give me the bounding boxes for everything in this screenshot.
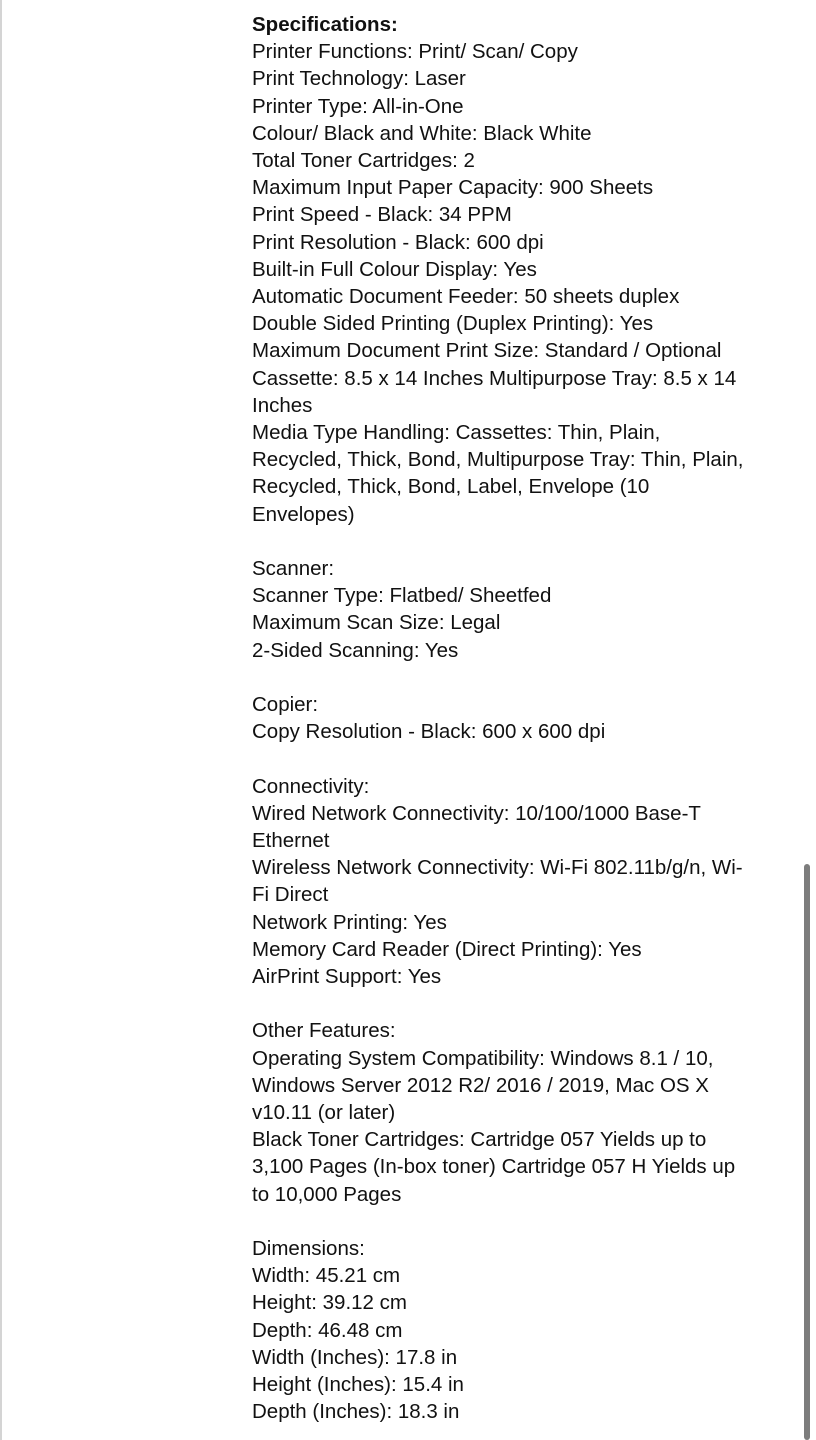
dimension-height-in: Height (Inches): 15.4 in: [252, 1373, 464, 1397]
connectivity-wireless: Wireless Network Connectivity: Wi-Fi 802.11b/g/n, Wi-Fi Direct: [252, 856, 743, 907]
spec-print-resolution: Print Resolution - Black: 600 dpi: [252, 230, 544, 254]
specifications-heading: Specifications:: [252, 13, 398, 36]
connectivity-wired: Wired Network Connectivity: 10/100/1000 Base-T Ethernet: [252, 801, 701, 853]
other-features-heading: Other Features:: [252, 1019, 396, 1043]
dimension-width-in: Width (Inches): 17.8 in: [252, 1345, 458, 1369]
dimension-depth-in: Depth (Inches): 18.3 in: [252, 1400, 460, 1424]
section-spacer: [252, 1208, 752, 1235]
spec-colour: Colour/ Black and White: Black White: [252, 121, 592, 145]
product-specifications: [252, 11, 752, 1425]
scanner-max-size: Maximum Scan Size: Legal: [252, 611, 501, 635]
spec-print-technology: Print Technology: Laser: [252, 67, 466, 91]
scanner-two-sided: 2-Sided Scanning: Yes: [252, 638, 459, 662]
other-os-compatibility: Operating System Compatibility: Windows 8.1 / 10, Windows Server 2012 R2/ 2016 / 2019, Mac OS X v10.11 (or later): [252, 1046, 714, 1125]
spec-input-capacity: Maximum Input Paper Capacity: 900 Sheets: [252, 176, 654, 200]
copier-heading: Copier:: [252, 693, 319, 717]
connectivity-network-printing: Network Printing: Yes: [252, 910, 447, 934]
spec-print-speed: Print Speed - Black: 34 PPM: [252, 203, 512, 227]
scanner-heading: Scanner:: [252, 557, 335, 581]
scrollbar-thumb[interactable]: [804, 864, 810, 1440]
left-edge-divider: [0, 0, 2, 1440]
dimensions-heading: Dimensions:: [252, 1237, 365, 1261]
copier-resolution: Copy Resolution - Black: 600 x 600 dpi: [252, 720, 606, 744]
spec-document-feeder: Automatic Document Feeder: 50 sheets duplex: [252, 285, 680, 309]
dimension-height-cm: Height: 39.12 cm: [252, 1291, 407, 1315]
other-toner-cartridges: Black Toner Cartridges: Cartridge 057 Yields up to 3,100 Pages (In-box toner) Cartridge 057 H Yields up to 10,000 Pages: [252, 1128, 736, 1206]
section-spacer: [252, 745, 752, 772]
spec-printer-type: Printer Type: All-in-One: [252, 94, 464, 118]
connectivity-memory-card: Memory Card Reader (Direct Printing): Yes: [252, 937, 642, 961]
spec-toner-cartridges: Total Toner Cartridges: 2: [252, 149, 475, 173]
scanner-type: Scanner Type: Flatbed/ Sheetfed: [252, 584, 552, 608]
spec-colour-display: Built-in Full Colour Display: Yes: [252, 257, 537, 281]
spec-printer-functions: Printer Functions: Print/ Scan/ Copy: [252, 40, 578, 64]
section-spacer: [252, 664, 752, 691]
spec-max-print-size: Maximum Document Print Size: Standard / Optional Cassette: 8.5 x 14 Inches Multipurpose Tray: 8.5 x 14 Inches: [252, 339, 737, 417]
spec-duplex-printing: Double Sided Printing (Duplex Printing): Yes: [252, 312, 654, 336]
section-spacer: [252, 990, 752, 1017]
section-spacer: [252, 528, 752, 555]
dimension-width-cm: Width: 45.21 cm: [252, 1264, 401, 1288]
connectivity-heading: Connectivity:: [252, 774, 370, 798]
spec-media-handling: Media Type Handling: Cassettes: Thin, Plain, Recycled, Thick, Bond, Multipurpose Tray: Thin, Plain, Recycled, Thick, Bond, Label, Envelope (10 Envelopes): [252, 421, 744, 526]
dimension-depth-cm: Depth: 46.48 cm: [252, 1318, 403, 1342]
connectivity-airprint: AirPrint Support: Yes: [252, 965, 442, 989]
vertical-scrollbar[interactable]: [804, 0, 810, 1440]
